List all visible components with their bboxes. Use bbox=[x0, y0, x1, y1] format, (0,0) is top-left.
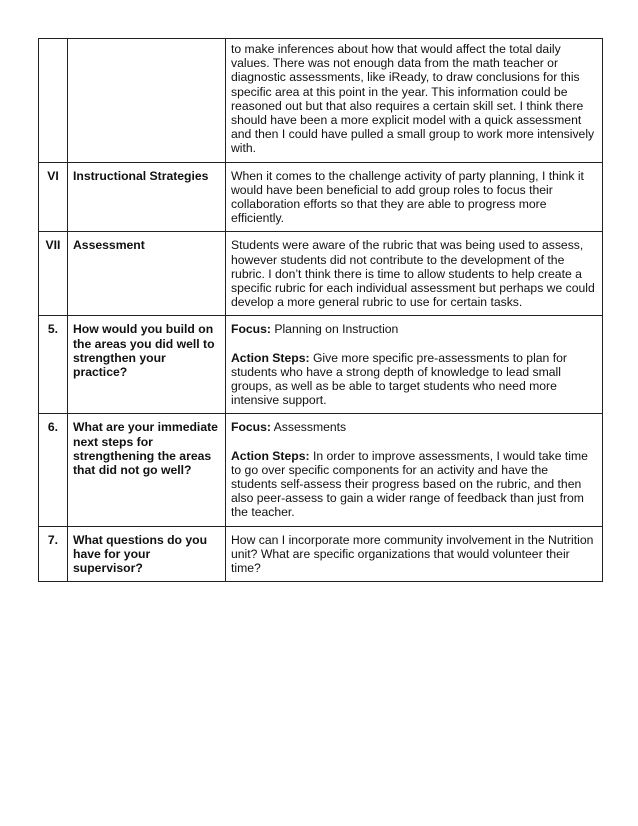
focus-label: Focus: bbox=[231, 322, 271, 337]
row-question: Instructional Strategies bbox=[68, 162, 226, 232]
row-question: What questions do you have for your supervisor? bbox=[68, 526, 226, 582]
row-number: VII bbox=[39, 232, 68, 316]
row-answer: How can I incorporate more community involvement in the Nutrition unit? What are specific organizations that would volunteer their time? bbox=[226, 526, 603, 582]
focus-text: Assessments bbox=[273, 420, 347, 435]
action-steps-line bbox=[231, 449, 597, 520]
row-question: Assessment bbox=[68, 232, 226, 316]
table-row bbox=[39, 316, 603, 414]
table-row bbox=[39, 526, 603, 582]
action-steps-text: In order to improve assessments, I would take time to go over specific components for an activity and have the students self-assess their progress based on the rubric, and then also peer-assess to gain a wider range of feedback than just from the teacher. bbox=[231, 448, 588, 520]
table-row bbox=[39, 414, 603, 526]
focus-label: Focus: bbox=[231, 420, 271, 435]
row-number: 6. bbox=[39, 414, 68, 526]
table-row bbox=[39, 232, 603, 316]
focus-line bbox=[231, 420, 597, 434]
focus-text: Planning on Instruction bbox=[274, 322, 399, 337]
table-row bbox=[39, 39, 603, 163]
row-number: 5. bbox=[39, 316, 68, 414]
row-answer: to make inferences about how that would affect the total daily values. There was not enough data from the math teacher or diagnostic assessments, like iReady, to draw conclusions for this specific area at this point in the year. This information could be reasoned out but that also requires a certain skill set. I think there should have been a more explicit model with a quick assessment and then I could have pulled a small group to work more intensively with. bbox=[226, 39, 603, 163]
table-row bbox=[39, 162, 603, 232]
row-answer bbox=[226, 414, 603, 526]
row-question bbox=[68, 39, 226, 163]
action-steps-label: Action Steps: bbox=[231, 448, 310, 463]
row-number: 7. bbox=[39, 526, 68, 582]
reflection-table bbox=[38, 38, 603, 582]
focus-line bbox=[231, 322, 597, 336]
row-question: How would you build on the areas you did well to strengthen your practice? bbox=[68, 316, 226, 414]
row-question: What are your immediate next steps for strengthening the areas that did not go well? bbox=[68, 414, 226, 526]
row-number bbox=[39, 39, 68, 163]
action-steps-label: Action Steps: bbox=[231, 350, 310, 365]
row-number: VI bbox=[39, 162, 68, 232]
row-answer: Students were aware of the rubric that was being used to assess, however students did not contribute to the development of the rubric. I don’t think there is time to allow students to help create a specific rubric for each individual assessment but perhaps we could develop a more general rubric to use for certain tasks. bbox=[226, 232, 603, 316]
action-steps-text: Give more specific pre-assessments to plan for students who have a strong depth of knowledge to lead small groups, as well as be able to target students who need more intensive support. bbox=[231, 350, 567, 408]
action-steps-line bbox=[231, 351, 597, 408]
row-answer: When it comes to the challenge activity of party planning, I think it would have been beneficial to add group roles to focus their collaboration efforts so that they are able to progress more efficiently. bbox=[226, 162, 603, 232]
row-answer bbox=[226, 316, 603, 414]
